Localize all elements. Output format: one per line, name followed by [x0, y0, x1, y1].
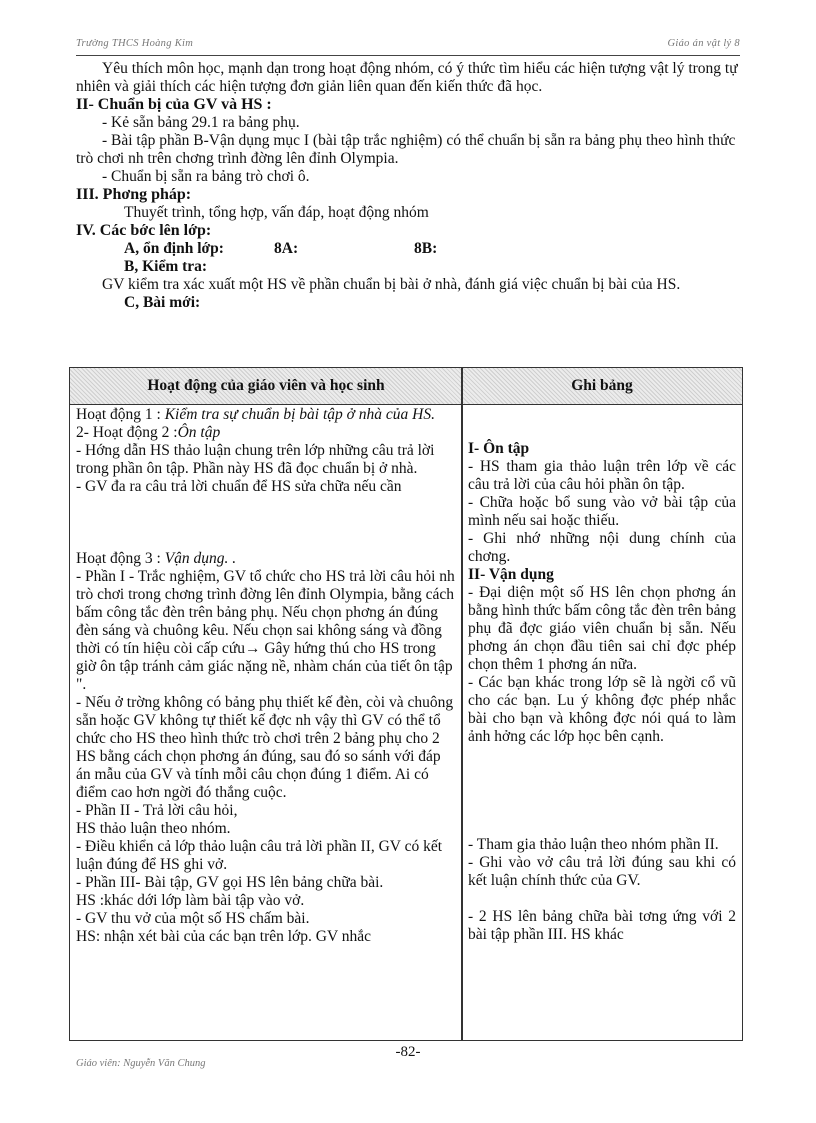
activity-3-part2-group: HS thảo luận theo nhóm.	[76, 820, 231, 837]
apply-item: - Đại diện một số HS lên chọn phơng án bằng hình thức bấm công tắc đèn trên bảng phụ đã đợc giáo viên chuẩn bị sẵn. Nếu phơng án chọn đầu tiên sai chỉ đợc phép chọn thêm 1 phơng án nữa.	[468, 584, 736, 673]
board-notes-header: Ghi bảng	[571, 377, 633, 394]
page-header	[76, 38, 740, 58]
activity-3-label: Hoạt động 3 :	[76, 550, 165, 567]
activity-1-title: Kiểm tra sự chuẩn bị bài tập ở nhà của HS.	[164, 406, 435, 423]
header-subject: Giáo án vật lý 8	[667, 38, 740, 49]
activity-column	[76, 406, 456, 946]
teacher-student-activity-header: Hoạt động của giáo viên và học sinh	[147, 377, 385, 394]
board-notes-column	[468, 440, 736, 944]
check-label: B, Kiểm tra:	[124, 258, 208, 275]
header-school: Trường THCS Hoàng Kim	[76, 38, 194, 49]
class-8a-label: 8A:	[274, 240, 299, 257]
activity-3-title: Vận dụng. .	[164, 550, 237, 567]
activity-3-review: HS: nhận xét bài của các bạn trên lớp. GV nhắc	[76, 928, 371, 945]
apply-heading: II- Vận dụng	[468, 566, 554, 583]
section-2-title: II- Chuẩn bị của GV và HS :	[76, 96, 272, 113]
board-exercise-item: - 2 HS lên bảng chữa bài tơng ứng với 2 bài tập phần III. HS khác	[468, 908, 736, 943]
activity-2-item: - GV đa ra câu trả lời chuẩn để HS sửa chữa nếu cần	[76, 478, 402, 495]
page-number: -82-	[395, 1044, 421, 1060]
activity-1-label: Hoạt động 1 :	[76, 406, 165, 423]
activity-3-homework: HS :khác dới lớp làm bài tập vào vở.	[76, 892, 305, 909]
activity-1	[76, 406, 456, 424]
table-header	[70, 368, 742, 405]
section-2-item: - Kẻ sẵn bảng 29.1 ra bảng phụ.	[102, 114, 300, 131]
activity-3-part3: - Phần III- Bài tập, GV gọi HS lên bảng chữa bài.	[76, 874, 384, 891]
apply-item: - Các bạn khác trong lớp sẽ là ngời cổ vũ cho các bạn. Lu ý không đợc phép nhắc bài cho bạn và không đợc nói quá to làm ảnh hởng các lớp học bên cạnh.	[468, 674, 736, 745]
lesson-table	[69, 367, 743, 1041]
class-attendance-row	[76, 240, 742, 258]
activity-2-title: Ôn tập	[177, 424, 221, 441]
section-4-title: IV. Các bớc lên lớp:	[76, 222, 212, 239]
header-rule	[76, 55, 740, 56]
section-3-title: III. Phơng pháp:	[76, 186, 192, 203]
review-item: - HS tham gia thảo luận trên lớp về các câu trả lời của câu hỏi phần ôn tập.	[468, 458, 736, 493]
review-item: - Ghi nhớ những nội dung chính của chơng.	[468, 530, 736, 565]
column-divider	[461, 368, 463, 1040]
activity-3	[76, 550, 456, 568]
footer-teacher: Giáo viên: Nguyễn Văn Chung	[76, 1058, 206, 1069]
intro-paragraph: Yêu thích môn học, mạnh dạn trong hoạt động nhóm, có ý thức tìm hiểu các hiện tượng vật lý trong tự nhiên và giải thích các hiện tượng đơn giản liên quan đến kiến thức đã học.	[76, 60, 738, 95]
activity-3-part1: - Phần I - Trắc nghiệm, GV tổ chức cho HS trả lời câu hỏi nh trò chơi trong chơng trình đờng lên đỉnh Olympia, bằng cách bấm công tắc đèn trên bảng phụ. Nếu chọn phơng án đúng đèn sáng và chuông kêu. Nếu chọn sai không sáng và đồng thời có tín hiệu còi cấp cứu→ Gây hứng thú cho HS trong giờ ôn tập tránh cảm giác nặng nề, nhàm chán của tiết ôn tập ".	[76, 568, 455, 693]
section-2-item: - Chuẩn bị sẵn ra bảng trò chơi ô.	[102, 168, 310, 185]
activity-2-label: 2- Hoạt động 2 :	[76, 424, 178, 441]
stabilize-class-label: A, ổn định lớp:	[124, 240, 224, 257]
new-lesson-label: C, Bài mới:	[124, 294, 201, 311]
review-item: - Chữa hoặc bổ sung vào vở bài tập của mình nếu sai hoặc thiếu.	[468, 494, 736, 529]
section-3-text: Thuyết trình, tổng hợp, vấn đáp, hoạt động nhóm	[124, 204, 429, 221]
activity-3-discussion: - Điều khiển cả lớp thảo luận câu trả lời phần II, GV có kết luận đúng để HS ghi vở.	[76, 838, 443, 873]
activity-2-item: - Hớng dẫn HS thảo luận chung trên lớp những câu trả lời trong phần ôn tập. Phần này HS đã đọc chuẩn bị ở nhà.	[76, 442, 435, 477]
activity-3-part1-alt: - Nếu ở trờng không có bảng phụ thiết kế đèn, còi và chuông sẵn hoặc GV không tự thiết kế đợc nh vậy thì GV có thể tổ chức cho HS theo hình thức trò chơi trên 2 bảng phụ cho 2 HS bằng cách chọn phơng án đúng, sau đó so sánh với đáp án mẫu của GV và tính mỗi câu chọn đúng 1 điểm. Ai có điểm cao hơn ngời đó thắng cuộc.	[76, 694, 454, 801]
check-text: GV kiểm tra xác xuất một HS về phần chuẩn bị bài ở nhà, đánh giá việc chuẩn bị bài của HS.	[102, 276, 681, 293]
section-2-item: - Bài tập phần B-Vận dụng mục I (bài tập trắc nghiệm) có thể chuẩn bị sẵn ra bảng phụ theo hình thức trò chơi nh trên chơng trình đờng lên đỉnh Olympia.	[76, 132, 736, 167]
activity-3-collect: - GV thu vở của một số HS chấm bài.	[76, 910, 310, 927]
class-8b-label: 8B:	[414, 240, 438, 257]
document-body	[76, 60, 742, 312]
group-discussion-item: - Ghi vào vở câu trả lời đúng sau khi có kết luận chính thức của GV.	[468, 854, 736, 889]
review-heading: I- Ôn tập	[468, 440, 530, 457]
activity-2	[76, 424, 456, 442]
activity-3-part2: - Phần II - Trả lời câu hỏi,	[76, 802, 238, 819]
group-discussion-item: - Tham gia thảo luận theo nhóm phần II.	[468, 836, 719, 853]
